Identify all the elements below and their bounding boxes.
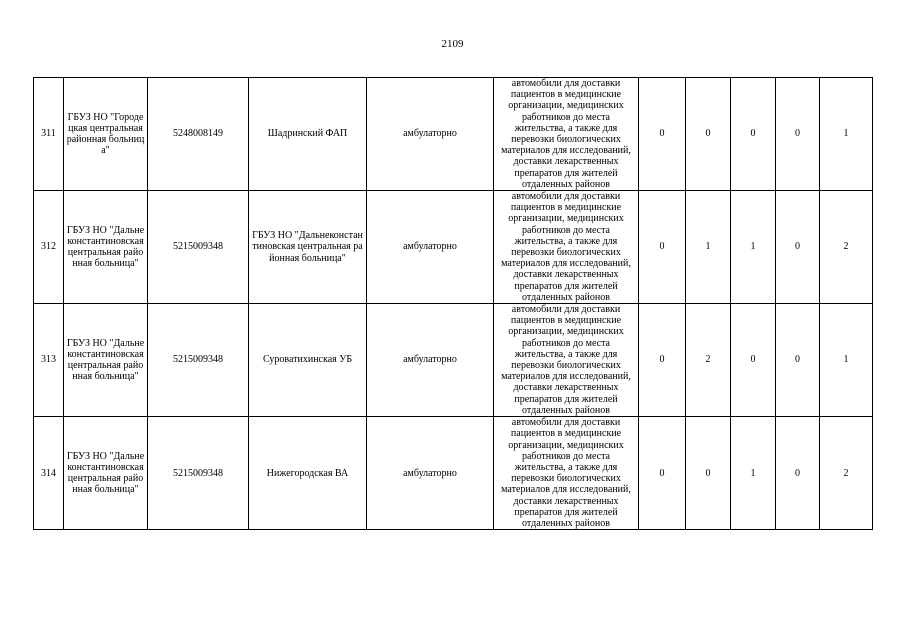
count-cell-2: 0: [686, 78, 731, 191]
count-cell-5: 2: [820, 417, 873, 530]
vehicle-purpose: автомобили для доставки пациентов в медицинские организации, медицинских работников до места жительства, а также для перевозки биологических материалов для исследований, доставки лекарственных препаратов для жителей отдаленных районов: [494, 78, 639, 191]
count-cell-1: 0: [639, 191, 686, 304]
row-number: 314: [34, 417, 64, 530]
page-number: 2109: [441, 38, 464, 50]
row-number: 311: [34, 78, 64, 191]
count-cell-5: 2: [820, 191, 873, 304]
table-row: [34, 78, 873, 191]
inn-code: 5248008149: [148, 78, 249, 191]
count-cell-3: 0: [731, 78, 776, 191]
vehicle-purpose: автомобили для доставки пациентов в медицинские организации, медицинских работников до места жительства, а также для перевозки биологических материалов для исследований, доставки лекарственных препаратов для жителей отдаленных районов: [494, 417, 639, 530]
table-row: [34, 304, 873, 417]
count-cell-4: 0: [776, 78, 820, 191]
organization-name: ГБУЗ НО "Дальнеконстантиновская центральная районная больница": [64, 191, 148, 304]
organization-name: ГБУЗ НО "Городецкая центральная районная больница": [64, 78, 148, 191]
count-cell-2: 0: [686, 417, 731, 530]
count-cell-3: 1: [731, 191, 776, 304]
vehicle-purpose: автомобили для доставки пациентов в медицинские организации, медицинских работников до места жительства, а также для перевозки биологических материалов для исследований, доставки лекарственных препаратов для жителей отдаленных районов: [494, 191, 639, 304]
count-cell-4: 0: [776, 191, 820, 304]
vehicle-purpose: автомобили для доставки пациентов в медицинские организации, медицинских работников до места жительства, а также для перевозки биологических материалов для исследований, доставки лекарственных препаратов для жителей отдаленных районов: [494, 304, 639, 417]
count-cell-1: 0: [639, 78, 686, 191]
count-cell-1: 0: [639, 304, 686, 417]
subdivision-name: Шадринский ФАП: [249, 78, 367, 191]
count-cell-5: 1: [820, 78, 873, 191]
subdivision-name: Нижегородская ВА: [249, 417, 367, 530]
care-type: амбулаторно: [367, 417, 494, 530]
subdivision-name: ГБУЗ НО "Дальнеконстантиновская центральная районная больница": [249, 191, 367, 304]
count-cell-2: 2: [686, 304, 731, 417]
care-type: амбулаторно: [367, 191, 494, 304]
count-cell-2: 1: [686, 191, 731, 304]
row-number: 312: [34, 191, 64, 304]
count-cell-5: 1: [820, 304, 873, 417]
inn-code: 5215009348: [148, 191, 249, 304]
table-row: [34, 417, 873, 530]
count-cell-3: 0: [731, 304, 776, 417]
count-cell-3: 1: [731, 417, 776, 530]
vehicle-allocation-table: [33, 77, 873, 530]
inn-code: 5215009348: [148, 304, 249, 417]
organization-name: ГБУЗ НО "Дальнеконстантиновская центральная районная больница": [64, 417, 148, 530]
table-row: [34, 191, 873, 304]
care-type: амбулаторно: [367, 304, 494, 417]
count-cell-1: 0: [639, 417, 686, 530]
count-cell-4: 0: [776, 304, 820, 417]
care-type: амбулаторно: [367, 78, 494, 191]
row-number: 313: [34, 304, 64, 417]
count-cell-4: 0: [776, 417, 820, 530]
subdivision-name: Суроватихинская УБ: [249, 304, 367, 417]
organization-name: ГБУЗ НО "Дальнеконстантиновская центральная районная больница": [64, 304, 148, 417]
inn-code: 5215009348: [148, 417, 249, 530]
